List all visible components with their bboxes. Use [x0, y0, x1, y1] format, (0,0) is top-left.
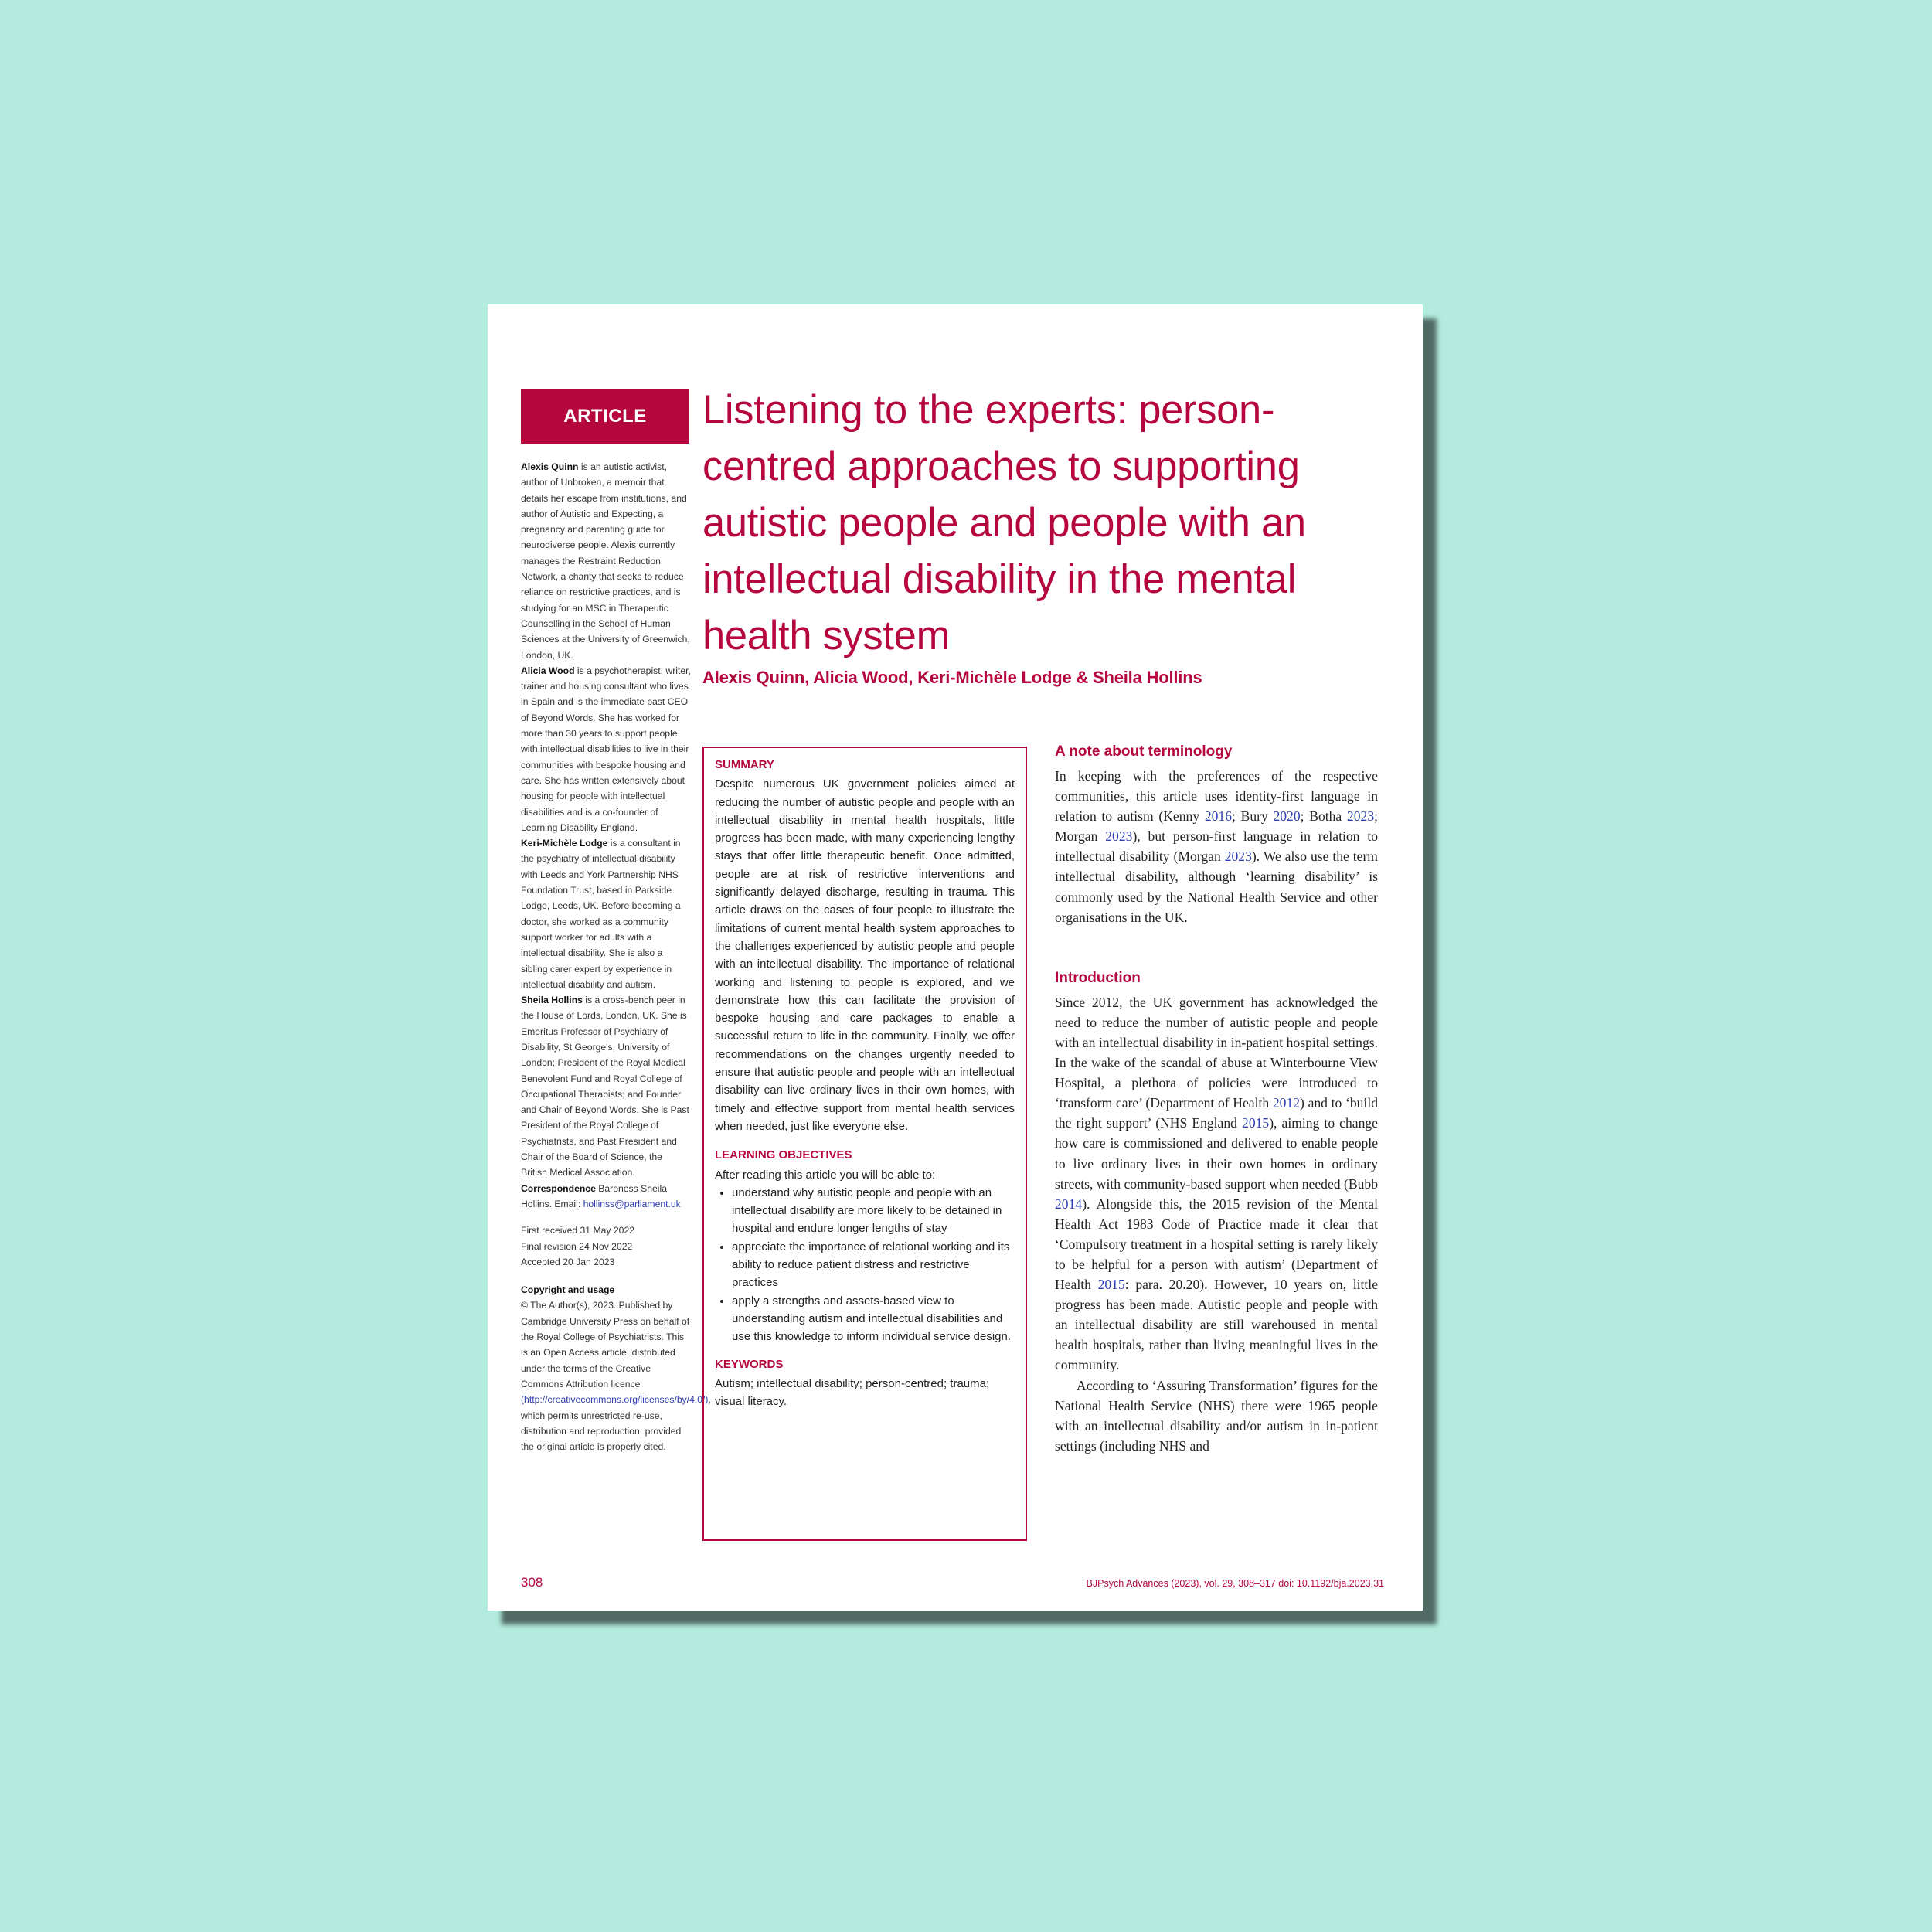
objective-item: • understand why autistic people and people with an intellectual disability are more likely to be detained in hospital and endure longer lengths of stay — [732, 1184, 1015, 1238]
date-received: First received 31 May 2022 — [521, 1225, 634, 1236]
text-run: ), but person-first language in relation to intellectual disability (Morgan — [1055, 828, 1378, 865]
objectives-intro: After reading this article you will be able to: — [715, 1168, 936, 1182]
copyright-body: © The Author(s), 2023. Published by Cambridge University Press on behalf of the Royal College of Psychiatrists. This is an Open Access article, distributed under the terms of the Creative Commons Attribution licence — [521, 1300, 690, 1389]
journal-citation: BJPsych Advances (2023), vol. 29, 308–317 doi: 10.1192/bja.2023.31 — [1086, 1578, 1384, 1589]
page-number: 308 — [521, 1575, 543, 1590]
summary-box — [702, 747, 1027, 1541]
author-bio-text: is a cross-bench peer in the House of Lords, London, UK. She is Emeritus Professor of Psychiatry of Disability, St George's, University of London; President of the Royal Medical Benevolent Fund and Royal College of Occupational Therapists; and Founder and Chair of Beyond Words. She is Past President of the Royal College of Psychiatrists, and Past President and Chair of the Board of Science, the British Medical Association. — [521, 995, 689, 1179]
keywords-text: Autism; intellectual disability; person-centred; trauma; visual literacy. — [715, 1376, 990, 1409]
correspondence-email-link[interactable]: hollinss@parliament.uk — [583, 1198, 681, 1209]
author-name: Alicia Wood — [521, 665, 575, 676]
text-run: ), aiming to change how care is commissioned and delivered to enable people to live ordinary lives in their own homes in ordinary streets, with community-based support when needed (Bubb — [1055, 1115, 1378, 1192]
correspondence — [521, 1181, 691, 1213]
introduction-paragraph — [1055, 992, 1378, 1376]
text-run: ; Botha — [1300, 808, 1347, 825]
author-bio-text: is a psychotherapist, writer, trainer and housing consultant who lives in Spain and is the immediate past CEO of Beyond Words. She has worked for more than 30 years to support people with intellectual disabilities to live in their communities with bespoke housing and care. She has written extensively about housing for people with intellectual disabilities and is a co-founder of Learning Disability England. — [521, 665, 691, 833]
author-bio — [521, 459, 691, 663]
summary-heading: SUMMARY — [715, 758, 774, 771]
date-revision: Final revision 24 Nov 2022 — [521, 1240, 633, 1252]
text-run: ). We also use the term intellectual disability, although ‘learning disability’ is commonly used by the National Health Service and other organisations in the UK. — [1055, 849, 1378, 925]
text-run: : para. 20.20). However, 10 years on, little progress has been made. Autistic people and people with an intellectual disability are still warehoused in mental health hospitals, rather than living meaningful lives in the community. — [1055, 1277, 1379, 1373]
keywords-heading: KEYWORDS — [715, 1357, 784, 1371]
author-bio-text: is an autistic activist, author of Unbroken, a memoir that details her escape from institutions, and author of Autistic and Expecting, a pregnancy and parenting guide for neurodiverse people. Alexis currently manages the Restraint Reduction Network, a charity that seeks to reduce reliance on restrictive practices, and is studying for an MSC in Therapeutic Counselling in the School of Human Sciences at the University of Greenwich, London, UK. — [521, 461, 690, 661]
licence-link[interactable]: (http://creativecommons.org/licenses/by/4.0/) — [521, 1394, 709, 1406]
objectives-heading: LEARNING OBJECTIVES — [715, 1148, 852, 1162]
author-name: Alexis Quinn — [521, 461, 579, 472]
correspondence-label: Correspondence — [521, 1182, 596, 1194]
terminology-paragraph — [1055, 766, 1378, 927]
citation-link[interactable]: 2020 — [1273, 808, 1301, 825]
text-run: ; Morgan — [1055, 808, 1378, 845]
author-bio — [521, 835, 691, 992]
citation-link[interactable]: 2015 — [1242, 1115, 1270, 1131]
author-bio — [521, 663, 691, 835]
objective-item: • appreciate the importance of relational working and its ability to reduce patient distress and restrictive practices — [732, 1238, 1015, 1292]
copyright-tail: , which permits unrestricted re-use, distribution and reproduction, provided the original article is properly cited. — [521, 1394, 711, 1453]
citation-link[interactable]: 2023 — [1346, 808, 1375, 825]
text-run: ). Alongside this, the 2015 revision of the Mental Health Act 1983 Code of Practice made it clear that ‘Compulsory treatment in a hospital setting is rarely likely to be helpful for a person with autism’ (Department of Health — [1055, 1196, 1378, 1293]
text-run: ; Bury — [1232, 808, 1274, 825]
author-sidebar — [521, 459, 711, 1454]
article-authors: Alexis Quinn, Alicia Wood, Keri-Michèle Lodge & Sheila Hollins — [702, 668, 1202, 687]
article-title: Listening to the experts: person-centred approaches to supporting autistic people and people with an intellectual disability in the mental health system — [702, 387, 1306, 658]
objective-item: • apply a strengths and assets-based view to understanding autism and intellectual disabilities and use this knowledge to inform individual service design. — [732, 1292, 1015, 1346]
author-name: Sheila Hollins — [521, 995, 583, 1006]
terminology-heading: A note about terminology — [1055, 743, 1233, 760]
summary-text: Despite numerous UK government policies aimed at reducing the number of autistic people and people with an intellectual disability in mental health hospitals, little progress has been made, with many experiencing lengthy stays that offer little therapeutic benefit. Once admitted, people are at risk of restrictive interventions and significantly delayed discharge, resulting in trauma. This article draws on the cases of four people to illustrate the limitations of current mental health system approaches to the challenges experienced by autistic people and people with an intellectual disability. The importance of relational working and listening to people is explored, and we demonstrate how this can facilitate the provision of bespoke housing and care packages to enable a successful return to life in the community. Finally, we offer recommendations on the changes urgently needed to ensure that autistic people and people with an intellectual disability can live ordinary lives in their own homes, with timely and effective support from mental health services when needed, just like everyone else. — [715, 777, 1015, 1133]
copyright-heading: Copyright and usage — [521, 1284, 615, 1296]
article-dates — [521, 1223, 691, 1270]
introduction-heading: Introduction — [1055, 969, 1141, 986]
citation-link[interactable]: 2012 — [1272, 1095, 1301, 1111]
main-text-column — [1055, 741, 1378, 1456]
citation-link[interactable]: 2014 — [1055, 1196, 1083, 1212]
date-accepted: Accepted 20 Jan 2023 — [521, 1256, 615, 1267]
author-bio — [521, 992, 691, 1181]
article-badge: ARTICLE — [521, 389, 689, 444]
correspondence-text: Baroness Sheila Hollins. Email: — [521, 1182, 667, 1209]
text-run: In keeping with the preferences of the respective communities, this article uses identity-first language in relation to autism (Kenny — [1055, 768, 1378, 825]
copyright-text — [521, 1298, 711, 1454]
citation-link[interactable]: 2015 — [1097, 1277, 1125, 1293]
text-run: Since 2012, the UK government has acknowledged the need to reduce the number of autistic people and people with an intellectual disability in in-patient hospital settings. In the wake of the scandal of abuse at Winterbourne View Hospital, a plethora of policies were introduced to ‘transform care’ (Department of Health — [1055, 994, 1378, 1111]
citation-link[interactable]: 2023 — [1224, 849, 1252, 865]
objectives-list — [715, 1184, 1015, 1346]
introduction-paragraph-2: According to ‘Assuring Transformation’ figures for the National Health Service (NHS) there were 1965 people with an intellectual disability and/or autism in in-patient settings (including NHS and — [1055, 1377, 1378, 1454]
author-bio-text: is a consultant in the psychiatry of intellectual disability with Leeds and York Partnership NHS Foundation Trust, based in Parkside Lodge, Leeds, UK. Before becoming a doctor, she worked as a community support worker for adults with a intellectual disability. She is also a sibling carer expert by experience in intellectual disability and autism. — [521, 838, 681, 990]
text-run: ) and to ‘build the right support’ (NHS England — [1055, 1095, 1378, 1131]
citation-link[interactable]: 2023 — [1105, 828, 1133, 845]
author-name: Keri-Michèle Lodge — [521, 838, 608, 849]
citation-link[interactable]: 2016 — [1204, 808, 1233, 825]
article-page — [488, 304, 1423, 1611]
